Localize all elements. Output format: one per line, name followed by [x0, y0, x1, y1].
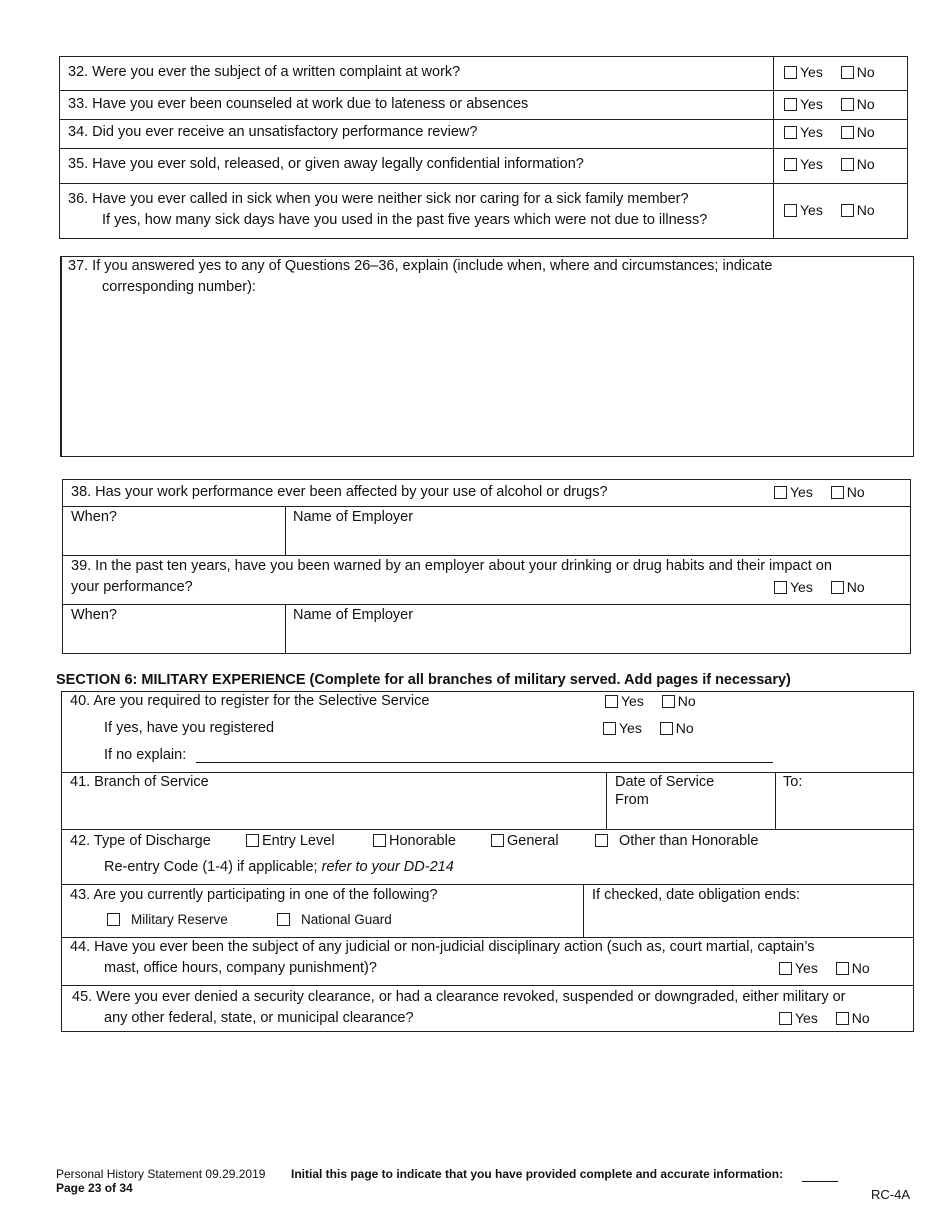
question-38-employer-field[interactable]: Name of Employer [293, 509, 414, 525]
question-45: 45. Were you ever denied a security clearance, or had a clearance revoked, suspended or downgraded, either military or [72, 989, 846, 1005]
column-divider [285, 506, 286, 555]
checkbox-icon [662, 695, 675, 708]
initials-input-line[interactable] [802, 1181, 838, 1182]
footer-page-number: Page 23 of 34 [56, 1181, 133, 1195]
question-39-when-field[interactable]: When? [71, 607, 117, 623]
question-44-continued: mast, office hours, company punishment)? [104, 960, 377, 976]
no-checkbox[interactable]: No [660, 719, 694, 737]
yes-checkbox[interactable]: Yes [784, 95, 823, 113]
question-40-explain-label: If no explain: [104, 747, 187, 763]
checkbox-icon [779, 962, 792, 975]
checkbox-icon [841, 98, 854, 111]
footer-form-code: RC-4A [871, 1187, 911, 1202]
checkbox-icon [841, 204, 854, 217]
question-44-answer [779, 959, 870, 977]
checkbox-icon [831, 581, 844, 594]
yes-checkbox[interactable]: Yes [784, 123, 823, 141]
checkbox-icon [774, 486, 787, 499]
question-39-employer-field[interactable]: Name of Employer [293, 607, 414, 623]
question-42: 42. Type of Discharge [70, 833, 211, 849]
question-34-answer [784, 123, 875, 141]
yes-checkbox[interactable]: Yes [603, 719, 642, 737]
checkbox-icon [491, 834, 504, 847]
question-37-continued: corresponding number): [102, 279, 256, 295]
checkbox-icon [841, 126, 854, 139]
checkbox-icon [784, 98, 797, 111]
reentry-code: Re-entry Code (1-4) if applicable; refer to your DD-214 [104, 859, 454, 875]
row-divider [59, 148, 908, 149]
question-37: 37. If you answered yes to any of Questions 26–36, explain (include when, where and circumstances; indicate [68, 258, 773, 274]
checkbox-icon [107, 913, 120, 926]
row-divider [62, 506, 911, 507]
military-reserve-checkbox[interactable]: Military Reserve [107, 911, 228, 929]
question-43: 43. Are you currently participating in one of the following? [70, 887, 438, 903]
checkbox-icon [605, 695, 618, 708]
checkbox-icon [784, 158, 797, 171]
column-divider [606, 772, 607, 829]
checkbox-icon [277, 913, 290, 926]
row-divider [61, 884, 914, 885]
yes-checkbox[interactable]: Yes [605, 692, 644, 710]
no-checkbox[interactable]: No [831, 483, 865, 501]
checkbox-icon [784, 126, 797, 139]
question-36-answer [784, 201, 875, 219]
no-checkbox[interactable]: No [841, 95, 875, 113]
question-34: 34. Did you ever receive an unsatisfactory performance review? [68, 124, 478, 140]
checkbox-icon [841, 66, 854, 79]
no-checkbox[interactable]: No [836, 1009, 870, 1027]
no-checkbox[interactable]: No [836, 959, 870, 977]
explain-input-line[interactable] [196, 762, 773, 763]
yes-checkbox[interactable]: Yes [779, 1009, 818, 1027]
checkbox-icon [836, 962, 849, 975]
question-45-continued: any other federal, state, or municipal clearance? [104, 1010, 414, 1026]
row-divider [61, 985, 914, 986]
question-35-answer [784, 155, 875, 173]
yes-checkbox[interactable]: Yes [774, 578, 813, 596]
question-45-answer [779, 1009, 870, 1027]
question-39-continued: your performance? [71, 579, 193, 595]
discharge-general[interactable]: General [491, 832, 559, 850]
obligation-end-date-field[interactable]: If checked, date obligation ends: [592, 887, 800, 903]
checkbox-icon [774, 581, 787, 594]
to-label: To: [783, 774, 803, 790]
from-label: From [615, 792, 649, 808]
checkbox-icon [784, 66, 797, 79]
question-38-answer [774, 483, 865, 501]
question-39-answer [774, 578, 865, 596]
row-divider [59, 183, 908, 184]
national-guard-checkbox[interactable]: National Guard [277, 911, 392, 929]
question-39: 39. In the past ten years, have you been warned by an employer about your drinking or drug habits and their impact on [71, 558, 832, 574]
question-41: 41. Branch of Service [70, 774, 209, 790]
discharge-other-than-honorable[interactable]: Other than Honorable [595, 832, 758, 850]
yes-checkbox[interactable]: Yes [784, 201, 823, 219]
checkbox-icon [831, 486, 844, 499]
no-checkbox[interactable]: No [841, 123, 875, 141]
checkbox-icon [784, 204, 797, 217]
question-38-when-field[interactable]: When? [71, 509, 117, 525]
yes-checkbox[interactable]: Yes [784, 155, 823, 173]
column-divider [775, 772, 776, 829]
question-33-answer [784, 95, 875, 113]
row-divider [62, 555, 911, 556]
checkbox-icon [779, 1012, 792, 1025]
checkbox-icon [603, 722, 616, 735]
row-divider [62, 604, 911, 605]
question-40-registered: If yes, have you registered [104, 720, 275, 736]
section-6-title: SECTION 6: MILITARY EXPERIENCE (Complete for all branches of military served. Add pages if necessary) [56, 672, 791, 688]
date-of-service-label: Date of Service [615, 774, 715, 790]
row-divider [61, 829, 914, 830]
question-35: 35. Have you ever sold, released, or given away legally confidential information? [68, 156, 584, 172]
column-divider [583, 884, 584, 937]
question-36: 36. Have you ever called in sick when you were neither sick nor caring for a sick family member? [68, 191, 689, 207]
discharge-honorable[interactable]: Honorable [373, 832, 456, 850]
checkbox-icon [595, 834, 608, 847]
question-36-followup: If yes, how many sick days have you used in the past five years which were not due to illness? [102, 212, 708, 228]
checkbox-icon [246, 834, 259, 847]
footer-form-name: Personal History Statement 09.29.2019 [56, 1167, 266, 1181]
question-40-answer [605, 692, 696, 710]
checkbox-icon [841, 158, 854, 171]
checkbox-icon [373, 834, 386, 847]
no-checkbox[interactable]: No [841, 201, 875, 219]
question-32: 32. Were you ever the subject of a written complaint at work? [68, 64, 461, 80]
yes-checkbox[interactable]: Yes [779, 959, 818, 977]
discharge-entry-level[interactable]: Entry Level [246, 832, 335, 850]
yes-checkbox[interactable]: Yes [784, 63, 823, 81]
no-checkbox[interactable]: No [662, 692, 696, 710]
question-38: 38. Has your work performance ever been affected by your use of alcohol or drugs? [71, 484, 608, 500]
row-divider [59, 119, 908, 120]
no-checkbox[interactable]: No [841, 63, 875, 81]
no-checkbox[interactable]: No [831, 578, 865, 596]
question-40: 40. Are you required to register for the Selective Service [70, 693, 430, 709]
column-divider [285, 604, 286, 654]
checkbox-icon [836, 1012, 849, 1025]
footer-initial-text: Initial this page to indicate that you have provided complete and accurate information: [291, 1167, 784, 1181]
yes-checkbox[interactable]: Yes [774, 483, 813, 501]
question-32-answer [784, 63, 875, 81]
question-40-registered-answer [603, 719, 694, 737]
no-checkbox[interactable]: No [841, 155, 875, 173]
question-44: 44. Have you ever been the subject of any judicial or non-judicial disciplinary action (such as, court martial, captain’s [70, 939, 815, 955]
row-divider [59, 90, 908, 91]
checkbox-icon [660, 722, 673, 735]
question-33: 33. Have you ever been counseled at work due to lateness or absences [68, 96, 529, 112]
